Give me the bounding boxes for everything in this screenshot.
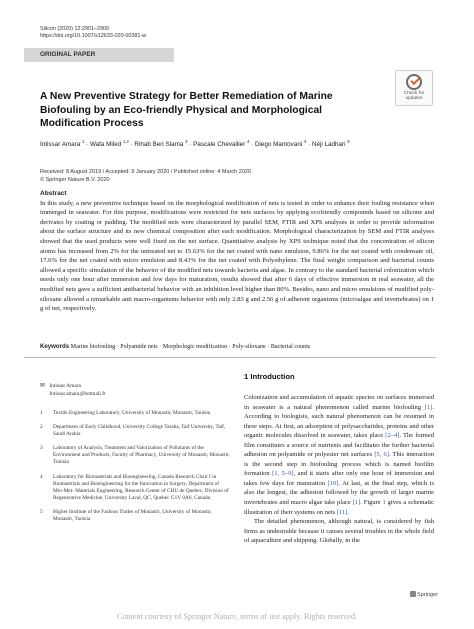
author-name[interactable]: Intissar Amara (40, 141, 82, 149)
intro-text-run: . Figure (360, 499, 383, 507)
affiliation-item (40, 424, 230, 438)
affiliation-item (40, 474, 230, 502)
affiliation-list (40, 410, 230, 530)
abstract-heading: Abstract (40, 190, 67, 197)
introduction-heading: 1 Introduction (244, 372, 295, 381)
intro-text-run: . The formed film constitutes a source of nutrients and facilitates the further bacterial adhesion on polyamide or polyester net surfaces (244, 432, 434, 459)
corresponding-author (40, 383, 106, 399)
footer-courtesy: Content courtesy of Springer Nature, terms of use apply. Rights reserved. (116, 612, 358, 621)
affiliation-text: Department of Early Childhood, University College Taraba, Taif University, Taif, Saudi Arabia (53, 424, 226, 438)
affiliation-number: 3 (40, 445, 43, 452)
affiliation-text: Textile Engineering Laboratory, University of Monastir, Monastir, Tunisia (53, 410, 211, 416)
author-affiliation-mark: 3 (185, 139, 188, 144)
contact-email[interactable]: Intissar.amara@hotmail.fr (49, 390, 106, 397)
intro-text-run: . (347, 508, 350, 516)
author-name[interactable]: Néji Ladhari (311, 141, 348, 149)
intro-text-run: gives a schematic illustration of their systems on nets (244, 499, 434, 516)
badge-line2: updates (405, 96, 423, 102)
check-updates-icon (406, 74, 422, 90)
affiliation-item (40, 410, 230, 417)
affiliation-item (40, 445, 230, 466)
author-separator: · (187, 141, 194, 149)
citation-link[interactable]: [1, 5–9] (272, 470, 294, 478)
section-divider (24, 357, 436, 358)
introduction-body (244, 393, 434, 546)
affiliation-number: 1 (40, 410, 43, 416)
springer-horse-icon (410, 591, 416, 597)
author-name[interactable]: Wafa Miled (89, 141, 123, 149)
intro-text-run: . At last, at the final step, which is also the longest, the adhesion followed by the growth of larger marine invertebrates and macro algae take place (244, 479, 434, 507)
author-list (40, 139, 350, 148)
citation-link[interactable]: [10] (327, 479, 339, 487)
keywords-heading: Keywords (40, 343, 70, 350)
author-name[interactable]: Diego Mantovani (254, 141, 304, 149)
affiliation-number: 2 (40, 424, 43, 431)
citation-link[interactable]: [2–4] (385, 432, 400, 440)
doi-link[interactable]: https://doi.org/10.1007/s12633-020-00381-w (40, 33, 147, 39)
copyright-notice: © Springer Nature B.V. 2020 (40, 177, 110, 183)
author-name[interactable]: Rihab Ben Slama (134, 141, 186, 149)
citation-link[interactable]: [11] (336, 508, 348, 516)
intro-text-run: . According to biologists, such natural phenomenon can be resumed in three steps. At first, an adsorption of polysaccharides, proteins and other organic molecules dissolved in seawater, takes place (244, 403, 434, 440)
author-separator: · (84, 141, 90, 149)
citation-link[interactable]: [1] (424, 403, 433, 411)
affiliation-number: 5 (40, 508, 43, 515)
publication-dates: Received: 8 August 2019 / Accepted: 9 January 2020 / Published online: 4 March 2020 (40, 169, 251, 175)
publisher-logo (410, 591, 438, 598)
journal-citation: Silicon (2020) 12:2901–2909 (40, 26, 109, 32)
affiliation-text: Higher Institute of the Fashion Trades of Monastir, University of Monastir, Monastir, Tunisia (53, 508, 212, 523)
abstract-text: In this study, a new preventive technique based on the morphological modification of nets is tested in order to enhance their fouling resistance when immerged in seawater. For this purpose, modifications were restricted for nets surfaces by applying ecofriendly compounds based on silicone and derivates by coating or padding. The modified nets were characterized by parallel SEM, FTIR and XPS analyses in order to provide information about the surface structure and its new chemical composition after each modification. Morphological characterization by SEM and FTIR analyses showed that the used products were well fixed on the net surface. Quantitative analysis by XPS technique noted that the concentration of silicon atoms has increased from 2% for the untreated net to 15.63% for the net coated with nano emulsion, 9.86% for the net coated with condensate oil, 17.6% for the net coated with micro emulsion and 8.43% for the net coated with Polyethylene. The final weight comparison and bacterial counts allowed a specific simulation of the behavior of the modified nets towards bacteria and algae. In contrary to the standard bacterial colonization which needs only one hour after immersion and few days for maturation, results showed that after 6 days of effective immersion in real seawater, all the modified nets gave a sufficient antibacterial behavior with an inhibition level higher than 80%. Besides, nano and micro emulsions of modified poly-siloxane allowed a remarkable anti macro-organisms behavior with only 2.83 g and 2.56 g of adherent organisms (microalgae and invertebrates) on 1 g of net, respectively. (40, 199, 434, 313)
intro-text-run: , and it starts after only one hour of immersion and takes few days for maturation (244, 470, 434, 487)
contact-name: Intissar Amara (49, 383, 81, 389)
envelope-icon: ✉ (40, 383, 46, 389)
affiliation-number: 4 (40, 473, 43, 480)
keywords-line (40, 343, 434, 350)
author-affiliation-mark: 5 (347, 139, 350, 144)
article-type-band: ORIGINAL PAPER (24, 48, 174, 62)
intro-text-run: . This interaction is the second step in biofouling process which is named biofilm formation (244, 451, 434, 478)
author-separator: · (306, 141, 312, 149)
citation-link[interactable]: [5, 6] (374, 451, 389, 459)
author-separator: · (249, 141, 255, 149)
affiliation-text: Laboratory of Analysis, Treatment and Valorization of Pollutants of the Environment and Products, Faculty of Pharmacy, University of Monastir, Monastir, Tunisia (53, 445, 230, 466)
author-separator: · (128, 141, 135, 149)
check-for-updates-badge[interactable] (395, 70, 433, 106)
abstract-section (40, 189, 434, 314)
citation-link[interactable]: 1 (382, 499, 386, 507)
publisher-name: Springer (417, 592, 439, 598)
author-affiliation-mark: 1,2 (122, 139, 129, 144)
paper-title: A New Preventive Strategy for Better Remediation of Marine Biofouling by an Eco-friendly Physical and Morphological Modification Process (40, 91, 333, 130)
intro-text-run: Colonization and accumulation of aquatic species on surfaces immersed in seawater is a natural phenomenon called marine biofouling (244, 394, 434, 411)
intro-paragraph-1 (244, 393, 434, 517)
affiliation-item (40, 509, 230, 523)
affiliation-text: Laboratory for Biomaterials and Bioengineering, Canada Research Chair I in Biomaterials and Bioengineering for the Innovation in Surgery, Department of Min-Met- Materials Engineering, Research Center of CHU de Quebec, Division of Regenerative Medicine, University Laval, QC, Quebec G1V 0A6, Canada (53, 473, 229, 501)
keywords-text: Marine biofouling · Polyamide nets · Morphologic modification · Poly-siloxane · Bacterial counts (70, 344, 311, 350)
author-name[interactable]: Pascale Chevallier (193, 141, 248, 149)
author-affiliation-mark: 4 (304, 139, 307, 144)
citation-link[interactable]: [1] (352, 499, 361, 507)
author-affiliation-mark: 1 (82, 139, 85, 144)
intro-paragraph-2: The detailed phenomenon, although natural, is considered by fish firms as undesirable because it causes several troubles in the whole field of aquaculture and shipping. Globally, in the (244, 518, 434, 545)
badge-line1: Check for (403, 91, 425, 96)
author-affiliation-mark: 4 (247, 139, 250, 144)
